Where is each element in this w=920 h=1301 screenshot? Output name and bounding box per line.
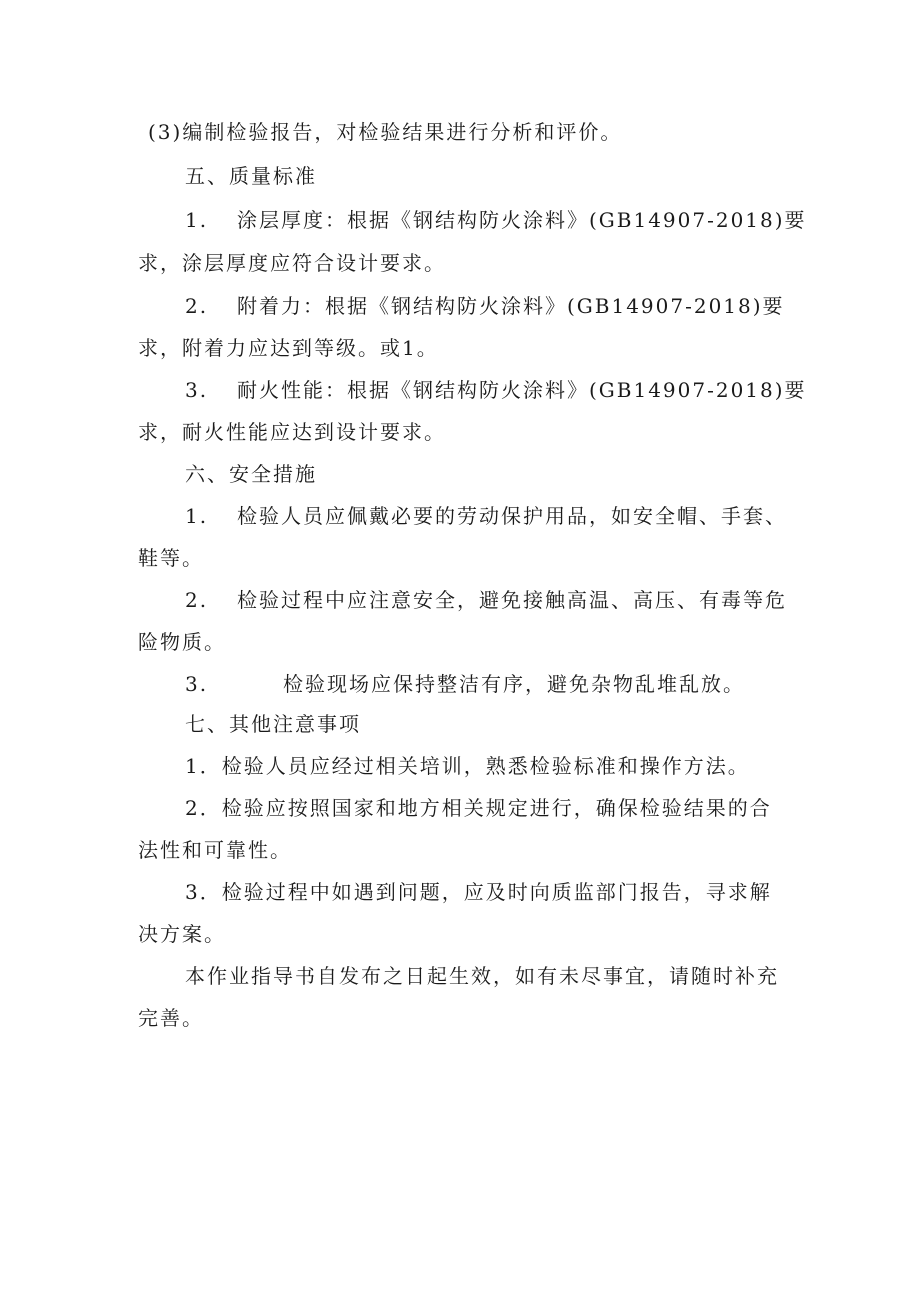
safety-item-2-line-1: 2. 检验过程中应注意安全，避免接触高温、高压、有毒等危 (185, 588, 787, 612)
quality-item-3-line-1: 3. 耐火性能：根据《钢结构防火涂料》(GB14907-2018)要 (185, 378, 807, 402)
notes-item-1-line-1: 1．检验人员应经过相关培训，熟悉检验标准和操作方法。 (185, 754, 750, 778)
notes-item-2-line-2: 法性和可靠性。 (138, 838, 292, 862)
safety-item-2-line-2: 险物质。 (138, 630, 226, 654)
notes-item-3-line-1: 3．检验过程中如遇到问题，应及时向质监部门报告，寻求解 (185, 880, 772, 904)
quality-item-1-line-2: 求，涂层厚度应符合设计要求。 (138, 251, 446, 275)
notes-item-2-line-1: 2．检验应按照国家和地方相关规定进行，确保检验结果的合 (185, 796, 772, 820)
safety-item-1-line-1: 1. 检验人员应佩戴必要的劳动保护用品，如安全帽、手套、 (185, 504, 787, 528)
quality-item-2-line-1: 2. 附着力：根据《钢结构防火涂料》(GB14907-2018)要 (185, 294, 785, 318)
closing-paragraph-line-2: 完善。 (138, 1006, 204, 1030)
quality-item-1-line-1: 1. 涂层厚度：根据《钢结构防火涂料》(GB14907-2018)要 (185, 208, 807, 232)
list-number: 3. (185, 378, 209, 402)
list-number: 3. (185, 672, 209, 696)
safety-item-3-line-1: 3. 检验现场应保持整洁有序，避免杂物乱堆乱放。 (185, 672, 745, 696)
section-7-heading: 七、其他注意事项 (185, 712, 361, 736)
list-number: 1. (185, 208, 209, 232)
safety-item-1-line-2: 鞋等。 (138, 546, 204, 570)
quality-item-2-line-2: 求，附着力应达到等级。或1。 (138, 336, 439, 360)
quality-item-3-line-2: 求，耐火性能应达到设计要求。 (138, 420, 446, 444)
notes-item-3-line-2: 决方案。 (138, 922, 226, 946)
section-5-heading: 五、质量标准 (185, 164, 317, 188)
step-3-text: (3)编制检验报告，对检验结果进行分析和评价。 (148, 120, 623, 144)
list-number: 2. (185, 588, 209, 612)
list-number: 2. (185, 294, 209, 318)
closing-paragraph-line-1: 本作业指导书自发布之日起生效，如有未尽事宜，请随时补充 (185, 964, 779, 988)
list-number: 1. (185, 504, 209, 528)
section-6-heading: 六、安全措施 (185, 462, 317, 486)
step-3-line (148, 118, 622, 146)
